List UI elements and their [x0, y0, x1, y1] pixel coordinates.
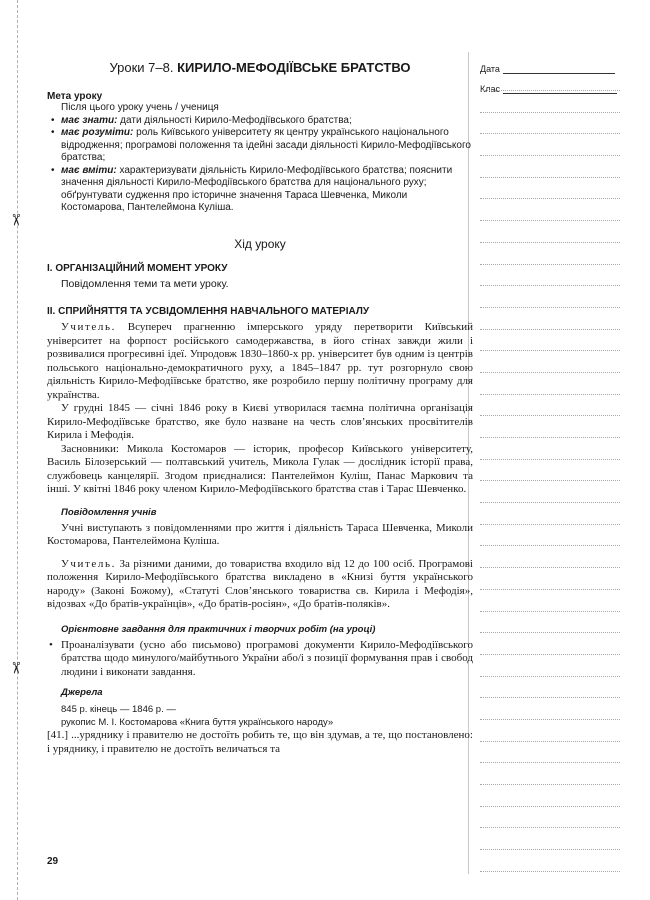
note-line: [480, 849, 620, 850]
note-line: [480, 242, 620, 243]
note-line: [480, 697, 620, 698]
paragraph-3: Засновники: Микола Костомаров — історик, професор Київського університету, Василь Білозерський — полтавський учитель, Микола Гулак — дослідник історії права, службовець канцелярії. Згодом приєдналися: Пантелеймон Куліш, Панас Маркович та інші. У квітні 1846 року членом Кирило-Мефодіївського братства став і Тарас Шевченко.: [47, 442, 473, 495]
note-line: [480, 90, 620, 91]
note-line: [480, 762, 620, 763]
aim-item: • має розуміти: роль Київського університету як центру українського національного відродження; програмові положення та ідейні засади діяльності Кирило-Мефодіївського братства;: [47, 127, 473, 165]
aim-item: • має вміти: характеризувати діяльність Кирило-Мефодіївського братства; пояснити значення діяльності Кирило-Мефодіївського братства для національного руху; обґрунтувати судження про історичне значення Тараса Шевченка, Миколи Костомарова, Пантелеймона Куліша.: [47, 165, 473, 215]
note-line: [480, 198, 620, 199]
note-line: [480, 220, 620, 221]
note-line: [480, 459, 620, 460]
note-line: [480, 177, 620, 178]
date-label: Дата: [480, 64, 500, 74]
note-line: [480, 741, 620, 742]
note-line: [480, 611, 620, 612]
note-line: [480, 827, 620, 828]
note-line: [480, 264, 620, 265]
note-line: [480, 480, 620, 481]
paragraph-2: У грудні 1845 — січні 1846 року в Києві утворилася таємна політична організація Кирило-Мефодіївське братство, яке було назване на честь слов’янських просвітителів Кирила і Мефодія.: [47, 402, 473, 441]
note-line: [480, 394, 620, 395]
notes-lines: [480, 90, 620, 892]
section1-heading: I. ОРГАНІЗАЦІЙНИЙ МОМЕНТ УРОКУ: [47, 262, 228, 274]
section2-heading: II. СПРИЙНЯТТЯ ТА УСВІДОМЛЕННЯ НАВЧАЛЬНОГО МАТЕРІАЛУ: [47, 306, 370, 317]
note-line: [480, 329, 620, 330]
note-line: [480, 632, 620, 633]
note-line: [480, 502, 620, 503]
section1-text: Повідомлення теми та мети уроку.: [61, 277, 229, 290]
aim-heading: Мета уроку: [47, 91, 103, 102]
note-line: [480, 567, 620, 568]
page-title: Уроки 7–8. КИРИЛО-МЕФОДІЇВСЬКЕ БРАТСТВО: [109, 60, 411, 75]
scissors-icon: ✂: [6, 213, 26, 227]
note-line: [480, 415, 620, 416]
note-line: [480, 372, 620, 373]
note-line: [480, 545, 620, 546]
note-line: [480, 589, 620, 590]
note-line: [480, 784, 620, 785]
task-text: • Проаналізувати (усно або письмово) програмові документи Кирило-Мефодіївського братства щодо минулого/майбутнього України або/і з позиції формування прав і свобод людини і виконати завдання.: [47, 639, 473, 680]
note-line: [480, 350, 620, 351]
sources-heading: Джерела: [61, 687, 103, 698]
cut-line: [17, 0, 18, 900]
teacher-paragraph-1: Учитель. Всупереч прагненню імперського уряду перетворити Київський університет на форпост російського самодержавства, в його стінах завжди жили і розвивалися прогресивні ідеї. Упродовж 1830–1860-х рр. університет був одним із центрів польського національно-демократичного руху, а 1845–1847 рр. тут розгорнуло свою діяльність Кирило-Мефодіївське братство, яке розробило першу політичну програму для українства.: [47, 321, 473, 401]
reports-heading: Повідомлення учнів: [61, 506, 157, 518]
reports-text: Учні виступають з повідомленнями про життя і діяльність Тараса Шевченка, Миколи Костомарова, Пантелеймона Куліша.: [47, 521, 473, 547]
scissors-icon: ✂: [6, 661, 26, 675]
date-field[interactable]: [480, 64, 615, 74]
source-quote: [41.] ...уряднику і правителю не достоїть робить те, що він здумав, а те, що постановлено: і уряднику, і правителю не достоїть величаться та: [47, 729, 473, 755]
source-line-1: 845 р. кінець — 1846 р. —: [61, 704, 176, 715]
aim-list: [47, 115, 473, 215]
note-line: [480, 112, 620, 113]
note-line: [480, 806, 620, 807]
note-line: [480, 307, 620, 308]
note-line: [480, 719, 620, 720]
note-line: [480, 524, 620, 525]
aim-item: • має знати: дати діяльності Кирило-Мефодіївського братства;: [47, 115, 473, 128]
course-heading: Хід уроку: [234, 236, 286, 251]
teacher-paragraph-2: Учитель. За різними даними, до товариства входило від 12 до 100 осіб. Програмові положення Кирило-Мефодіївського братства викладено в «Книзі буття українського народу» (Законі Божому), «Статуті Слов’янського товариства св. Кирила і Мефодія», відозвах «До братів-українців», «До братів-росіян», «До братів-поляків».: [47, 557, 473, 610]
source-line-2: рукопис М. І. Костомарова «Книга буття українського народу»: [61, 716, 334, 728]
aim-intro: Після цього уроку учень / учениця: [61, 102, 219, 113]
note-line: [480, 155, 620, 156]
note-line: [480, 437, 620, 438]
note-line: [480, 654, 620, 655]
note-line: [480, 676, 620, 677]
task-heading: Орієнтовне завдання для практичних і творчих робіт (на уроці): [61, 623, 376, 635]
class-label: Клас: [480, 84, 500, 94]
note-line: [480, 133, 620, 134]
note-line: [480, 285, 620, 286]
note-line: [480, 871, 620, 872]
page-number: 29: [47, 856, 59, 867]
